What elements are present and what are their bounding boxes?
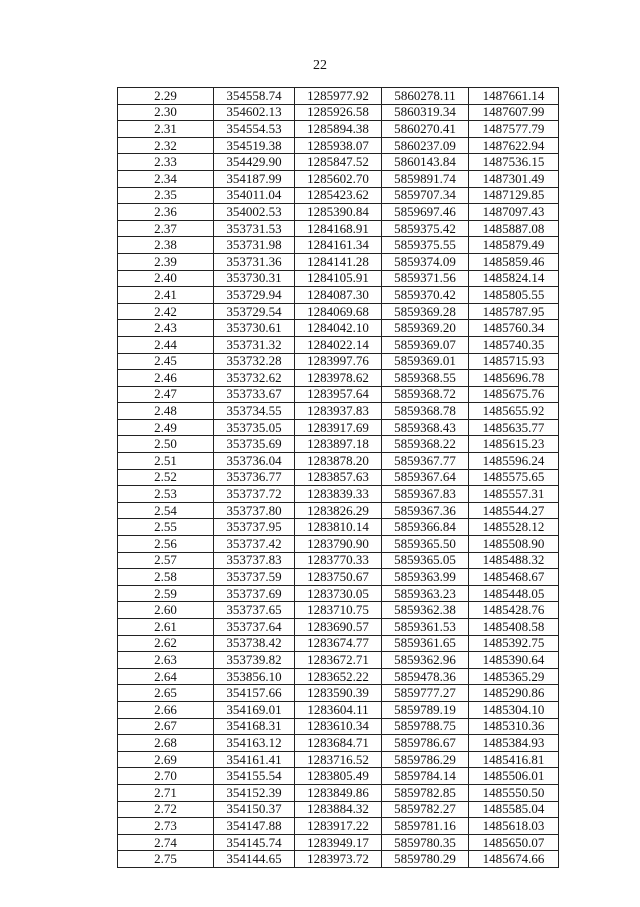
- x2-coord-cell: 5859367.83: [382, 486, 469, 503]
- y-coord-cell: 1283917.69: [295, 419, 382, 436]
- x-coord-cell: 353736.77: [214, 469, 295, 486]
- point-id-cell: 2.42: [118, 303, 214, 320]
- y-coord-cell: 1283949.17: [295, 834, 382, 851]
- table-row: [118, 270, 559, 287]
- x-coord-cell: 354150.37: [214, 801, 295, 818]
- x2-coord-cell: 5860143.84: [382, 154, 469, 171]
- point-id-cell: 2.41: [118, 287, 214, 304]
- table-row: [118, 585, 559, 602]
- table-row: [118, 287, 559, 304]
- coordinates-table: [117, 87, 559, 868]
- table-row: [118, 154, 559, 171]
- y2-coord-cell: 1485528.12: [469, 519, 559, 536]
- y2-coord-cell: 1487661.14: [469, 88, 559, 105]
- y-coord-cell: 1283590.39: [295, 685, 382, 702]
- table-row: [118, 718, 559, 735]
- y-coord-cell: 1285938.07: [295, 137, 382, 154]
- y2-coord-cell: 1485596.24: [469, 453, 559, 470]
- y-coord-cell: 1283957.64: [295, 386, 382, 403]
- table-row: [118, 536, 559, 553]
- x-coord-cell: 354147.88: [214, 818, 295, 835]
- x-coord-cell: 354558.74: [214, 88, 295, 105]
- point-id-cell: 2.49: [118, 419, 214, 436]
- y-coord-cell: 1283826.29: [295, 502, 382, 519]
- y-coord-cell: 1285602.70: [295, 170, 382, 187]
- table-row: [118, 187, 559, 204]
- x2-coord-cell: 5859478.36: [382, 668, 469, 685]
- y2-coord-cell: 1485390.64: [469, 652, 559, 669]
- x2-coord-cell: 5859371.56: [382, 270, 469, 287]
- y-coord-cell: 1285847.52: [295, 154, 382, 171]
- y2-coord-cell: 1485805.55: [469, 287, 559, 304]
- table-row: [118, 635, 559, 652]
- table-row: [118, 851, 559, 868]
- y-coord-cell: 1283652.22: [295, 668, 382, 685]
- y-coord-cell: 1283770.33: [295, 552, 382, 569]
- point-id-cell: 2.65: [118, 685, 214, 702]
- y2-coord-cell: 1485550.50: [469, 784, 559, 801]
- y-coord-cell: 1283917.22: [295, 818, 382, 835]
- x-coord-cell: 354002.53: [214, 204, 295, 221]
- point-id-cell: 2.38: [118, 237, 214, 254]
- y2-coord-cell: 1485618.03: [469, 818, 559, 835]
- y-coord-cell: 1285894.38: [295, 121, 382, 138]
- x2-coord-cell: 5859786.29: [382, 751, 469, 768]
- x-coord-cell: 353732.28: [214, 353, 295, 370]
- x2-coord-cell: 5859361.65: [382, 635, 469, 652]
- table-row: [118, 818, 559, 835]
- point-id-cell: 2.29: [118, 88, 214, 105]
- table-row: [118, 303, 559, 320]
- point-id-cell: 2.72: [118, 801, 214, 818]
- table-row: [118, 685, 559, 702]
- x-coord-cell: 354168.31: [214, 718, 295, 735]
- x2-coord-cell: 5859788.75: [382, 718, 469, 735]
- x-coord-cell: 353737.80: [214, 502, 295, 519]
- table-row: [118, 204, 559, 221]
- y-coord-cell: 1284105.91: [295, 270, 382, 287]
- point-id-cell: 2.36: [118, 204, 214, 221]
- y2-coord-cell: 1487129.85: [469, 187, 559, 204]
- y2-coord-cell: 1485650.07: [469, 834, 559, 851]
- x2-coord-cell: 5859777.27: [382, 685, 469, 702]
- x-coord-cell: 353736.04: [214, 453, 295, 470]
- point-id-cell: 2.47: [118, 386, 214, 403]
- x-coord-cell: 354161.41: [214, 751, 295, 768]
- x2-coord-cell: 5859370.42: [382, 287, 469, 304]
- x2-coord-cell: 5859780.29: [382, 851, 469, 868]
- table-row: [118, 735, 559, 752]
- table-row: [118, 768, 559, 785]
- point-id-cell: 2.37: [118, 220, 214, 237]
- y2-coord-cell: 1485448.05: [469, 585, 559, 602]
- point-id-cell: 2.40: [118, 270, 214, 287]
- table-row: [118, 552, 559, 569]
- point-id-cell: 2.71: [118, 784, 214, 801]
- x2-coord-cell: 5859363.23: [382, 585, 469, 602]
- y-coord-cell: 1283690.57: [295, 619, 382, 636]
- table-row: [118, 668, 559, 685]
- x-coord-cell: 354519.38: [214, 137, 295, 154]
- x2-coord-cell: 5860278.11: [382, 88, 469, 105]
- y2-coord-cell: 1485365.29: [469, 668, 559, 685]
- x2-coord-cell: 5859365.50: [382, 536, 469, 553]
- point-id-cell: 2.34: [118, 170, 214, 187]
- x2-coord-cell: 5859362.96: [382, 652, 469, 669]
- x-coord-cell: 353731.36: [214, 253, 295, 270]
- y2-coord-cell: 1485787.95: [469, 303, 559, 320]
- y2-coord-cell: 1485416.81: [469, 751, 559, 768]
- y2-coord-cell: 1487301.49: [469, 170, 559, 187]
- point-id-cell: 2.39: [118, 253, 214, 270]
- y-coord-cell: 1283716.52: [295, 751, 382, 768]
- y-coord-cell: 1283730.05: [295, 585, 382, 602]
- y2-coord-cell: 1485675.76: [469, 386, 559, 403]
- x2-coord-cell: 5859784.14: [382, 768, 469, 785]
- table-row: [118, 370, 559, 387]
- y-coord-cell: 1283857.63: [295, 469, 382, 486]
- x2-coord-cell: 5859375.42: [382, 220, 469, 237]
- x2-coord-cell: 5859367.77: [382, 453, 469, 470]
- x-coord-cell: 353738.42: [214, 635, 295, 652]
- y2-coord-cell: 1485887.08: [469, 220, 559, 237]
- point-id-cell: 2.75: [118, 851, 214, 868]
- y-coord-cell: 1283897.18: [295, 436, 382, 453]
- x-coord-cell: 354169.01: [214, 701, 295, 718]
- x2-coord-cell: 5860319.34: [382, 104, 469, 121]
- point-id-cell: 2.50: [118, 436, 214, 453]
- point-id-cell: 2.30: [118, 104, 214, 121]
- point-id-cell: 2.53: [118, 486, 214, 503]
- x-coord-cell: 354163.12: [214, 735, 295, 752]
- table-row: [118, 801, 559, 818]
- x-coord-cell: 353737.64: [214, 619, 295, 636]
- y2-coord-cell: 1485428.76: [469, 602, 559, 619]
- x-coord-cell: 354155.54: [214, 768, 295, 785]
- x2-coord-cell: 5859367.64: [382, 469, 469, 486]
- x-coord-cell: 354187.99: [214, 170, 295, 187]
- y-coord-cell: 1283604.11: [295, 701, 382, 718]
- table-row: [118, 137, 559, 154]
- x2-coord-cell: 5859361.53: [382, 619, 469, 636]
- point-id-cell: 2.51: [118, 453, 214, 470]
- point-id-cell: 2.43: [118, 320, 214, 337]
- y2-coord-cell: 1487097.43: [469, 204, 559, 221]
- x-coord-cell: 353737.95: [214, 519, 295, 536]
- x2-coord-cell: 5859781.16: [382, 818, 469, 835]
- y-coord-cell: 1285423.62: [295, 187, 382, 204]
- y2-coord-cell: 1485674.66: [469, 851, 559, 868]
- y-coord-cell: 1285926.58: [295, 104, 382, 121]
- x2-coord-cell: 5859369.07: [382, 336, 469, 353]
- x-coord-cell: 354011.04: [214, 187, 295, 204]
- table-row: [118, 220, 559, 237]
- point-id-cell: 2.58: [118, 569, 214, 586]
- table-row: [118, 353, 559, 370]
- x2-coord-cell: 5859369.01: [382, 353, 469, 370]
- point-id-cell: 2.57: [118, 552, 214, 569]
- table-row: [118, 336, 559, 353]
- y-coord-cell: 1283978.62: [295, 370, 382, 387]
- x-coord-cell: 353737.69: [214, 585, 295, 602]
- point-id-cell: 2.68: [118, 735, 214, 752]
- y2-coord-cell: 1485384.93: [469, 735, 559, 752]
- point-id-cell: 2.70: [118, 768, 214, 785]
- x2-coord-cell: 5860270.41: [382, 121, 469, 138]
- page-number: 22: [313, 58, 327, 73]
- x2-coord-cell: 5859368.72: [382, 386, 469, 403]
- y2-coord-cell: 1485290.86: [469, 685, 559, 702]
- table-row: [118, 88, 559, 105]
- y-coord-cell: 1284022.14: [295, 336, 382, 353]
- point-id-cell: 2.61: [118, 619, 214, 636]
- table-row: [118, 502, 559, 519]
- y2-coord-cell: 1485544.27: [469, 502, 559, 519]
- y2-coord-cell: 1485760.34: [469, 320, 559, 337]
- y2-coord-cell: 1485310.36: [469, 718, 559, 735]
- y-coord-cell: 1283997.76: [295, 353, 382, 370]
- x2-coord-cell: 5859782.27: [382, 801, 469, 818]
- point-id-cell: 2.46: [118, 370, 214, 387]
- x2-coord-cell: 5859697.46: [382, 204, 469, 221]
- y-coord-cell: 1283790.90: [295, 536, 382, 553]
- y-coord-cell: 1284087.30: [295, 287, 382, 304]
- y2-coord-cell: 1485557.31: [469, 486, 559, 503]
- table-row: [118, 104, 559, 121]
- x2-coord-cell: 5859780.35: [382, 834, 469, 851]
- y-coord-cell: 1285390.84: [295, 204, 382, 221]
- x-coord-cell: 353737.65: [214, 602, 295, 619]
- y-coord-cell: 1283710.75: [295, 602, 382, 619]
- y-coord-cell: 1283878.20: [295, 453, 382, 470]
- point-id-cell: 2.56: [118, 536, 214, 553]
- x-coord-cell: 353731.32: [214, 336, 295, 353]
- table-row: [118, 453, 559, 470]
- x2-coord-cell: 5859369.28: [382, 303, 469, 320]
- y2-coord-cell: 1485575.65: [469, 469, 559, 486]
- x-coord-cell: 353737.42: [214, 536, 295, 553]
- x-coord-cell: 353730.31: [214, 270, 295, 287]
- y2-coord-cell: 1485304.10: [469, 701, 559, 718]
- x2-coord-cell: 5860237.09: [382, 137, 469, 154]
- y-coord-cell: 1284141.28: [295, 253, 382, 270]
- table-row: [118, 701, 559, 718]
- x-coord-cell: 354157.66: [214, 685, 295, 702]
- x2-coord-cell: 5859368.78: [382, 403, 469, 420]
- y-coord-cell: 1283937.83: [295, 403, 382, 420]
- x-coord-cell: 353739.82: [214, 652, 295, 669]
- table-row: [118, 619, 559, 636]
- x-coord-cell: 353729.54: [214, 303, 295, 320]
- y2-coord-cell: 1487536.15: [469, 154, 559, 171]
- x2-coord-cell: 5859789.19: [382, 701, 469, 718]
- x-coord-cell: 353729.94: [214, 287, 295, 304]
- y-coord-cell: 1284069.68: [295, 303, 382, 320]
- point-id-cell: 2.48: [118, 403, 214, 420]
- y-coord-cell: 1284042.10: [295, 320, 382, 337]
- point-id-cell: 2.73: [118, 818, 214, 835]
- y2-coord-cell: 1485615.23: [469, 436, 559, 453]
- point-id-cell: 2.69: [118, 751, 214, 768]
- y2-coord-cell: 1485879.49: [469, 237, 559, 254]
- table-row: [118, 237, 559, 254]
- x2-coord-cell: 5859367.36: [382, 502, 469, 519]
- point-id-cell: 2.64: [118, 668, 214, 685]
- point-id-cell: 2.52: [118, 469, 214, 486]
- y2-coord-cell: 1485508.90: [469, 536, 559, 553]
- y-coord-cell: 1283684.71: [295, 735, 382, 752]
- y-coord-cell: 1283610.34: [295, 718, 382, 735]
- x-coord-cell: 354429.90: [214, 154, 295, 171]
- point-id-cell: 2.35: [118, 187, 214, 204]
- y2-coord-cell: 1485408.58: [469, 619, 559, 636]
- x-coord-cell: 353731.98: [214, 237, 295, 254]
- table-row: [118, 121, 559, 138]
- point-id-cell: 2.59: [118, 585, 214, 602]
- x-coord-cell: 353731.53: [214, 220, 295, 237]
- point-id-cell: 2.32: [118, 137, 214, 154]
- x-coord-cell: 353730.61: [214, 320, 295, 337]
- y-coord-cell: 1283810.14: [295, 519, 382, 536]
- y2-coord-cell: 1485655.92: [469, 403, 559, 420]
- x2-coord-cell: 5859375.55: [382, 237, 469, 254]
- y2-coord-cell: 1485506.01: [469, 768, 559, 785]
- x-coord-cell: 354144.65: [214, 851, 295, 868]
- x-coord-cell: 353732.62: [214, 370, 295, 387]
- x2-coord-cell: 5859786.67: [382, 735, 469, 752]
- point-id-cell: 2.45: [118, 353, 214, 370]
- y2-coord-cell: 1485715.93: [469, 353, 559, 370]
- y2-coord-cell: 1485468.67: [469, 569, 559, 586]
- table-row: [118, 569, 559, 586]
- table-row: [118, 652, 559, 669]
- table-row: [118, 436, 559, 453]
- y2-coord-cell: 1485859.46: [469, 253, 559, 270]
- x2-coord-cell: 5859369.20: [382, 320, 469, 337]
- point-id-cell: 2.33: [118, 154, 214, 171]
- y-coord-cell: 1283884.32: [295, 801, 382, 818]
- table-row: [118, 469, 559, 486]
- x-coord-cell: 353737.72: [214, 486, 295, 503]
- point-id-cell: 2.66: [118, 701, 214, 718]
- table-row: [118, 519, 559, 536]
- point-id-cell: 2.74: [118, 834, 214, 851]
- y-coord-cell: 1283849.86: [295, 784, 382, 801]
- x2-coord-cell: 5859782.85: [382, 784, 469, 801]
- x-coord-cell: 354152.39: [214, 784, 295, 801]
- point-id-cell: 2.67: [118, 718, 214, 735]
- table-row: [118, 834, 559, 851]
- x-coord-cell: 353734.55: [214, 403, 295, 420]
- point-id-cell: 2.62: [118, 635, 214, 652]
- table-row: [118, 403, 559, 420]
- table-row: [118, 320, 559, 337]
- y-coord-cell: 1284168.91: [295, 220, 382, 237]
- point-id-cell: 2.63: [118, 652, 214, 669]
- x-coord-cell: 353737.83: [214, 552, 295, 569]
- y-coord-cell: 1284161.34: [295, 237, 382, 254]
- x2-coord-cell: 5859368.43: [382, 419, 469, 436]
- y-coord-cell: 1283805.49: [295, 768, 382, 785]
- y-coord-cell: 1285977.92: [295, 88, 382, 105]
- y2-coord-cell: 1485696.78: [469, 370, 559, 387]
- x2-coord-cell: 5859362.38: [382, 602, 469, 619]
- y2-coord-cell: 1485488.32: [469, 552, 559, 569]
- table-row: [118, 602, 559, 619]
- x2-coord-cell: 5859363.99: [382, 569, 469, 586]
- table-row: [118, 170, 559, 187]
- y2-coord-cell: 1485740.35: [469, 336, 559, 353]
- y-coord-cell: 1283672.71: [295, 652, 382, 669]
- y2-coord-cell: 1487577.79: [469, 121, 559, 138]
- y2-coord-cell: 1485392.75: [469, 635, 559, 652]
- table-row: [118, 751, 559, 768]
- point-id-cell: 2.31: [118, 121, 214, 138]
- point-id-cell: 2.60: [118, 602, 214, 619]
- y-coord-cell: 1283750.67: [295, 569, 382, 586]
- x-coord-cell: 354554.53: [214, 121, 295, 138]
- x-coord-cell: 353733.67: [214, 386, 295, 403]
- x2-coord-cell: 5859368.55: [382, 370, 469, 387]
- y-coord-cell: 1283973.72: [295, 851, 382, 868]
- y-coord-cell: 1283674.77: [295, 635, 382, 652]
- y-coord-cell: 1283839.33: [295, 486, 382, 503]
- table-row: [118, 386, 559, 403]
- x-coord-cell: 353735.05: [214, 419, 295, 436]
- coordinates-table-body: [118, 88, 559, 868]
- y2-coord-cell: 1487622.94: [469, 137, 559, 154]
- table-row: [118, 486, 559, 503]
- y2-coord-cell: 1485585.04: [469, 801, 559, 818]
- point-id-cell: 2.54: [118, 502, 214, 519]
- x2-coord-cell: 5859366.84: [382, 519, 469, 536]
- x2-coord-cell: 5859707.34: [382, 187, 469, 204]
- x2-coord-cell: 5859374.09: [382, 253, 469, 270]
- y2-coord-cell: 1487607.99: [469, 104, 559, 121]
- table-row: [118, 419, 559, 436]
- x-coord-cell: 354602.13: [214, 104, 295, 121]
- point-id-cell: 2.44: [118, 336, 214, 353]
- x-coord-cell: 353737.59: [214, 569, 295, 586]
- point-id-cell: 2.55: [118, 519, 214, 536]
- x2-coord-cell: 5859368.22: [382, 436, 469, 453]
- y2-coord-cell: 1485635.77: [469, 419, 559, 436]
- y2-coord-cell: 1485824.14: [469, 270, 559, 287]
- x-coord-cell: 354145.74: [214, 834, 295, 851]
- x2-coord-cell: 5859365.05: [382, 552, 469, 569]
- table-row: [118, 784, 559, 801]
- x2-coord-cell: 5859891.74: [382, 170, 469, 187]
- x-coord-cell: 353735.69: [214, 436, 295, 453]
- table-row: [118, 253, 559, 270]
- x-coord-cell: 353856.10: [214, 668, 295, 685]
